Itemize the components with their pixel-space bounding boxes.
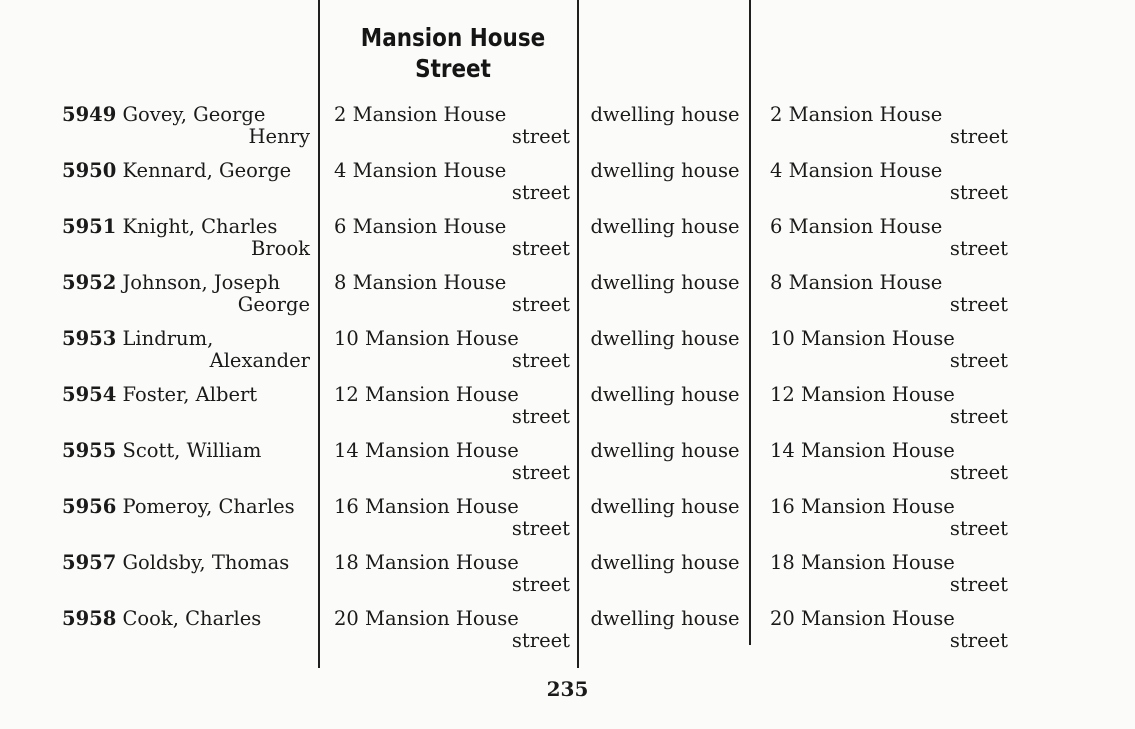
entry-address: 4 Mansion House xyxy=(334,159,507,182)
entry-situation-cell xyxy=(770,496,1008,540)
entry-name-cell xyxy=(62,440,310,462)
entry-situation: 4 Mansion House xyxy=(770,159,943,182)
entry-address-continued: street xyxy=(511,293,570,316)
entry-number: 5951 xyxy=(62,215,117,238)
entry-name: Goldsby, Thomas xyxy=(122,551,290,574)
entry-description: dwelling house xyxy=(590,607,740,630)
entry-number: 5950 xyxy=(62,159,117,182)
entry-address-cell xyxy=(334,328,570,372)
entry-description: dwelling house xyxy=(590,103,740,126)
entry-name: Govey, George xyxy=(122,103,266,126)
entry-address-continued: street xyxy=(511,517,570,540)
entry-situation-cell xyxy=(770,552,1008,596)
entry-name-cell xyxy=(62,496,310,518)
entry-situation-continued: street xyxy=(949,237,1008,260)
entry-situation-cell xyxy=(770,104,1008,148)
entry-situation-continued: street xyxy=(949,349,1008,372)
entry-address-continued: street xyxy=(511,349,570,372)
entry-name: Kennard, George xyxy=(122,159,292,182)
entry-situation-cell xyxy=(770,160,1008,204)
entry-name-cell xyxy=(62,384,310,406)
entry-address-cell xyxy=(334,104,570,148)
entry-situation-continued: street xyxy=(949,181,1008,204)
entry-situation: 16 Mansion House xyxy=(770,495,955,518)
section-heading xyxy=(342,22,564,84)
entry-situation-continued: street xyxy=(949,461,1008,484)
entry-name: Cook, Charles xyxy=(122,607,262,630)
entry-name-cell xyxy=(62,328,310,372)
entry-description: dwelling house xyxy=(590,383,740,406)
entry-description: dwelling house xyxy=(590,439,740,462)
entry-situation-continued: street xyxy=(949,629,1008,652)
entry-name-cell xyxy=(62,104,310,148)
entry-address-cell xyxy=(334,160,570,204)
entry-number: 5955 xyxy=(62,439,117,462)
entry-number: 5957 xyxy=(62,551,117,574)
entry-address: 12 Mansion House xyxy=(334,383,519,406)
entry-situation: 10 Mansion House xyxy=(770,327,955,350)
entry-name-cell xyxy=(62,272,310,316)
entry-situation: 8 Mansion House xyxy=(770,271,943,294)
entry-situation-cell xyxy=(770,216,1008,260)
entry-address-cell xyxy=(334,272,570,316)
entry-name-continued: George xyxy=(237,293,310,316)
entry-name-continued: Alexander xyxy=(209,349,310,372)
entry-address: 2 Mansion House xyxy=(334,103,507,126)
entry-name: Knight, Charles xyxy=(122,215,278,238)
entry-address: 18 Mansion House xyxy=(334,551,519,574)
entry-name: Pomeroy, Charles xyxy=(122,495,295,518)
entry-description: dwelling house xyxy=(590,551,740,574)
entry-row xyxy=(0,608,1135,662)
entry-row xyxy=(0,440,1135,494)
entry-address: 8 Mansion House xyxy=(334,271,507,294)
entry-situation-cell xyxy=(770,384,1008,428)
entry-row xyxy=(0,328,1135,382)
entry-description: dwelling house xyxy=(590,327,740,350)
entry-situation-cell xyxy=(770,328,1008,372)
page-number: 235 xyxy=(546,677,589,701)
entry-situation-continued: street xyxy=(949,405,1008,428)
entry-row xyxy=(0,384,1135,438)
entry-situation: 20 Mansion House xyxy=(770,607,955,630)
entry-name-cell xyxy=(62,552,310,574)
entry-row xyxy=(0,552,1135,606)
entry-address-continued: street xyxy=(511,125,570,148)
entry-address-cell xyxy=(334,216,570,260)
entry-situation: 18 Mansion House xyxy=(770,551,955,574)
entry-address: 16 Mansion House xyxy=(334,495,519,518)
entry-situation-cell xyxy=(770,440,1008,484)
entry-description: dwelling house xyxy=(590,215,740,238)
entry-situation-continued: street xyxy=(949,573,1008,596)
entry-name-continued: Henry xyxy=(248,125,310,148)
entry-address-continued: street xyxy=(511,237,570,260)
entry-number: 5954 xyxy=(62,383,117,406)
entry-number: 5949 xyxy=(62,103,117,126)
entry-address-continued: street xyxy=(511,181,570,204)
entry-address-cell xyxy=(334,552,570,596)
entry-address: 6 Mansion House xyxy=(334,215,507,238)
entry-row xyxy=(0,104,1135,158)
entry-situation: 12 Mansion House xyxy=(770,383,955,406)
entry-situation-continued: street xyxy=(949,125,1008,148)
section-heading-line2: Street xyxy=(415,54,491,83)
entry-situation: 2 Mansion House xyxy=(770,103,943,126)
entry-address-continued: street xyxy=(511,405,570,428)
entry-address: 10 Mansion House xyxy=(334,327,519,350)
entry-situation: 6 Mansion House xyxy=(770,215,943,238)
entry-number: 5953 xyxy=(62,327,117,350)
section-heading-line1: Mansion House xyxy=(360,23,546,52)
entry-name-cell xyxy=(62,216,310,260)
entry-address-cell xyxy=(334,496,570,540)
entry-row xyxy=(0,272,1135,326)
entry-situation-cell xyxy=(770,608,1008,652)
entry-address-cell xyxy=(334,608,570,652)
entry-address-cell xyxy=(334,384,570,428)
entry-situation-cell xyxy=(770,272,1008,316)
entry-address-continued: street xyxy=(511,461,570,484)
entry-name-cell xyxy=(62,608,310,630)
entry-row xyxy=(0,160,1135,214)
entry-name-cell xyxy=(62,160,310,182)
entry-address-cell xyxy=(334,440,570,484)
entry-description: dwelling house xyxy=(590,271,740,294)
entry-name: Foster, Albert xyxy=(122,383,258,406)
entry-address-continued: street xyxy=(511,573,570,596)
entry-number: 5958 xyxy=(62,607,117,630)
entry-description: dwelling house xyxy=(590,159,740,182)
entry-situation-continued: street xyxy=(949,293,1008,316)
entry-name: Johnson, Joseph xyxy=(122,271,281,294)
entry-name: Scott, William xyxy=(122,439,262,462)
entry-row xyxy=(0,496,1135,550)
entry-situation-continued: street xyxy=(949,517,1008,540)
entry-address-continued: street xyxy=(511,629,570,652)
entry-row xyxy=(0,216,1135,270)
entry-situation: 14 Mansion House xyxy=(770,439,955,462)
entry-number: 5956 xyxy=(62,495,117,518)
entry-description: dwelling house xyxy=(590,495,740,518)
entry-address: 20 Mansion House xyxy=(334,607,519,630)
entry-address: 14 Mansion House xyxy=(334,439,519,462)
entry-name: Lindrum, xyxy=(122,327,214,350)
entry-number: 5952 xyxy=(62,271,117,294)
entry-name-continued: Brook xyxy=(251,237,310,260)
